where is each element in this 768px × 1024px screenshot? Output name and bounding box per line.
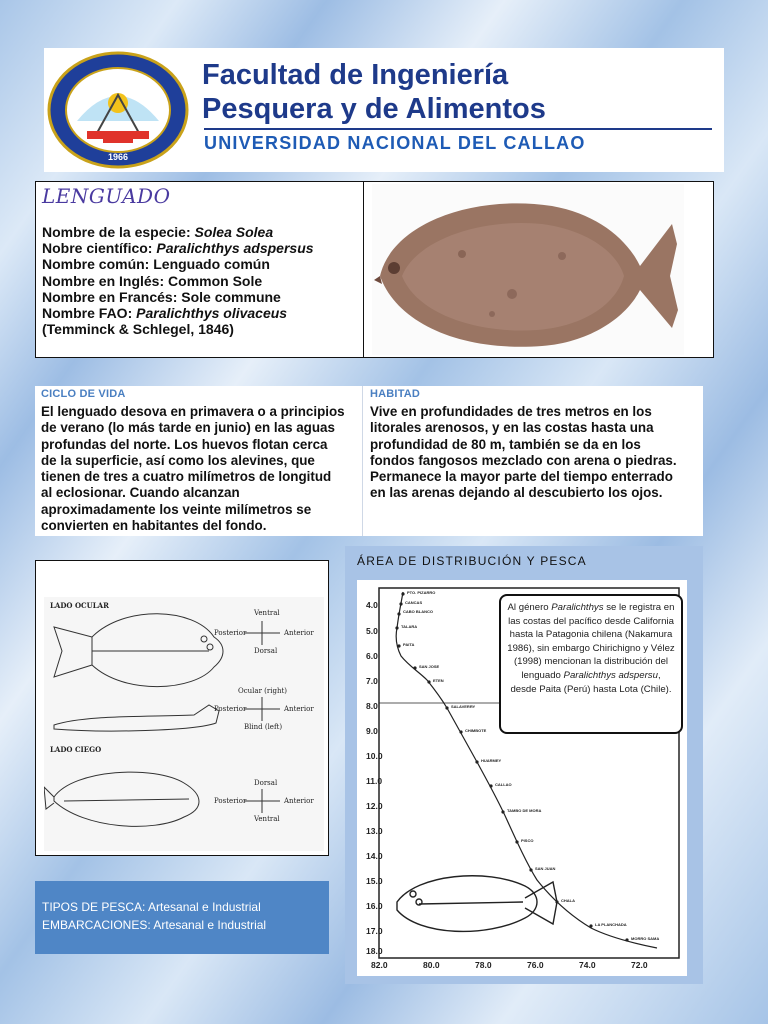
lon-tick: 74.0 [579,960,596,970]
field-authority: (Temminck & Schlegel, 1846) [42,321,234,338]
field-ingles: Nombre en Inglés: Common Sole [42,272,263,289]
lat-tick: 11.0 [366,776,383,786]
field-comun: Nombre común: Lenguado común [42,256,270,273]
lado-ocular-label: LADO OCULAR [50,601,109,610]
anatomy-diagram [44,597,324,851]
lat-tick: 4.0 [366,600,378,610]
species-card [35,181,714,358]
axis-label: Anterior [284,797,314,805]
fishing-types-box [35,881,329,954]
ciclo-line: de verano (lo más tarde en junio) en las aguas [41,420,335,436]
lat-tick: 5.0 [366,626,378,636]
section-divider [362,386,363,536]
map-place: SAN JUAN [535,866,556,871]
tipos-de-pesca: TIPOS DE PESCA: Artesanal e Industrial [42,900,261,914]
axis-label: Posterior [214,629,247,637]
map-place: SAN JOSE [419,664,440,669]
axis-label: Anterior [284,629,314,637]
map-place: TALARA [401,624,418,629]
axis-label: Ventral [254,609,280,617]
lat-tick: 17.0 [366,926,383,936]
ciclo-line: profundas del norte. Los huevos flotan cerca [41,436,328,452]
map-place: CANCAS [405,600,423,605]
habitat-line: Permanece la mayor parte del tiempo enterrado [370,469,673,485]
lat-tick: 16.0 [366,901,383,911]
map-place: CALLAO [495,782,512,787]
habitat-text [370,404,677,502]
flounder-sketch [397,876,557,932]
flounder-photo [372,184,684,355]
field-fao: Nombre FAO: Paralichthys olivaceus [42,305,288,322]
axis-label: Anterior [284,705,314,713]
axis-label: Dorsal [254,647,278,655]
axis-label: Ventral [254,815,280,823]
distribution-title: ÁREA DE DISTRIBUCIÓN Y PESCA [357,554,587,568]
ciclo-line: de la superficie, así como los alevines, que [41,452,315,468]
lat-tick: 14.0 [366,851,383,861]
ciclo-text [41,404,345,534]
lat-tick: 8.0 [366,701,378,711]
lon-tick: 80.0 [423,960,440,970]
lon-tick: 78.0 [475,960,492,970]
map-place: MORRO SAMA [631,936,660,941]
university-seal-logo [47,51,189,169]
embarcaciones: EMBARCACIONES: Artesanal e Industrial [42,918,267,932]
habitat-line: Vive en profundidades de tres metros en los [370,404,652,419]
anatomy-diagram-card [35,560,329,856]
distribution-map [357,580,687,976]
lon-tick: 72.0 [631,960,648,970]
habitat-heading: HABITAD [370,388,421,400]
species-title: LENGUADO [42,184,171,208]
axis-label: Posterior [214,705,247,713]
lado-ciego-label: LADO CIEGO [50,745,102,754]
map-place: PTO. PIZARRO [407,590,436,595]
header-divider [204,128,712,130]
faculty-title-line2: Pesquera y de Alimentos [202,93,546,125]
ciclo-line: aproximadamente los veinte milímetros se [41,501,312,517]
habitat-line: en las arenas dejando al descubierto los ojos. [370,485,663,501]
field-cientifico: Nobre científico: Paralichthys adspersus [42,240,314,257]
lat-tick: 15.0 [366,876,383,886]
lon-tick: 76.0 [527,960,544,970]
map-place: TAMBO DE MORA [507,808,542,813]
ciclo-line: tienen de tres a cuatro milímetros de longitud [41,469,332,485]
map-place: ETEN [433,678,444,683]
map-place: CHALA [561,898,575,903]
faculty-title-line1: Facultad de Ingeniería [202,59,509,91]
map-place: CABO BLANCO [403,609,433,614]
lon-tick: 82.0 [371,960,388,970]
distribution-panel [345,546,703,984]
species-divider [363,182,364,357]
map-place: PAITA [403,642,415,647]
lat-tick: 12.0 [366,801,383,811]
map-place: LA PLANCHADA [595,922,627,927]
university-name: UNIVERSIDAD NACIONAL DEL CALLAO [204,133,586,153]
lat-tick: 7.0 [366,676,378,686]
axis-label: Dorsal [254,779,278,787]
lat-tick: 18.0 [366,946,383,956]
map-place: PISCO [521,838,534,843]
ciclo-line: al eclosionar. Cuando alcanzan [41,485,240,501]
faculty-title [202,58,546,126]
axis-label: Blind (left) [244,723,283,731]
svg-text:1966: 1966 [107,152,129,162]
distribution-note: Al género Paralichthys se le registra en las costas del pacífico desde California hasta la Patagonia chilena (Nakamura 1986), sin embargo Chirichigno y Vélez (1998) mencionan la distribución del lenguado Paralichthys adspersu, desde Paita (Perú) hasta Lota (Chile). [499,594,683,734]
ciclo-line: El lenguado desova en primavera o a principios [41,404,345,419]
habitat-line: fondos fangosos mezclado con arena o piedras. [370,452,677,468]
lat-tick: 6.0 [366,651,378,661]
habitat-line: litorales arenosos, y en las costas hasta una [370,420,654,436]
life-cycle-habitat-panel [35,386,703,536]
field-frances: Nombre en Francés: Sole commune [42,288,281,305]
field-especie: Nombre de la especie: Solea Solea [42,224,274,240]
lat-tick: 13.0 [366,826,383,836]
habitat-line: profundidad de 80 m, también se da en los [370,436,641,452]
map-place: SALAVERRY [451,704,476,709]
species-field-list [42,224,314,337]
axis-label: Ocular (right) [238,687,287,695]
map-place: HUARMEY [481,758,502,763]
ciclo-heading: CICLO DE VIDA [41,388,126,400]
map-place: CHIMBOTE [465,728,487,733]
faculty-header [44,48,724,172]
ciclo-line: convierten en habitantes del fondo. [41,518,267,534]
lat-tick: 9.0 [366,726,378,736]
lat-tick: 10.0 [366,751,383,761]
axis-label: Posterior [214,797,247,805]
